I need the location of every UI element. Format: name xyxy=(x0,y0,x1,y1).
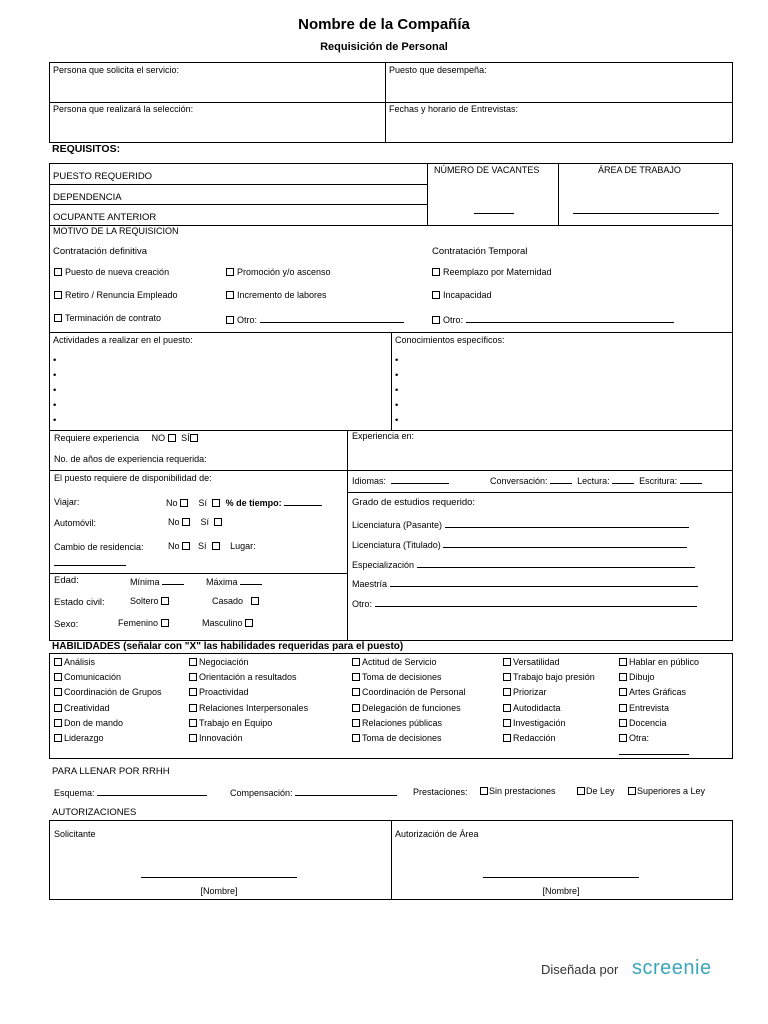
ocupante-field[interactable]: OCUPANTE ANTERIOR xyxy=(53,212,157,223)
nombre-area: [Nombre] xyxy=(542,886,580,896)
habilidad-check[interactable] xyxy=(503,703,561,714)
automovil-options[interactable]: No Sí xyxy=(168,517,225,528)
estudios-label: Grado de estudios requerido: xyxy=(352,497,476,508)
check-otro-definitiva[interactable]: Otro: xyxy=(226,313,404,326)
habilidad-label: Priorizar xyxy=(513,687,547,698)
temporal-label: Contratación Temporal xyxy=(432,246,528,257)
requiere-experiencia: Requiere experiencia NO SÍ xyxy=(54,433,201,444)
habilidad-label: Proactividad xyxy=(199,687,249,698)
habilidad-label: Negociación xyxy=(199,657,249,667)
habilidad-label: Innovación xyxy=(199,733,243,743)
experiencia-en[interactable]: Experiencia en: xyxy=(352,431,415,441)
conocimientos-label: Conocimientos específicos: xyxy=(395,335,505,345)
habilidad-label: Relaciones públicas xyxy=(362,717,443,728)
list-item[interactable]: • xyxy=(395,415,399,426)
habilidad-check[interactable] xyxy=(503,657,560,668)
habilidad-check[interactable] xyxy=(619,657,699,668)
habilidad-check[interactable] xyxy=(189,657,249,668)
check-incremento[interactable]: Incremento de labores xyxy=(226,290,327,301)
puesto-label[interactable]: Puesto que desempeña: xyxy=(389,65,487,75)
anios-experiencia[interactable]: No. de años de experiencia requerida: xyxy=(54,454,207,464)
de-ley-check[interactable]: De Ley xyxy=(577,786,615,797)
area-field[interactable] xyxy=(573,213,719,214)
cambio-label: Cambio de residencia: xyxy=(54,542,144,552)
habilidad-check[interactable] xyxy=(189,703,308,714)
habilidades-heading: HABILIDADES (señalar con "X" las habilidades requeridas para el puesto) xyxy=(52,641,404,652)
check-promocion[interactable]: Promoción y/o ascenso xyxy=(226,267,331,278)
civil-label: Estado civil: xyxy=(54,597,105,608)
definitiva-label: Contratación definitiva xyxy=(53,246,147,257)
experiencia-si-check[interactable]: SÍ xyxy=(181,433,201,443)
experiencia-no-check[interactable]: NO xyxy=(152,433,179,443)
list-item[interactable]: • xyxy=(53,415,57,426)
sexo-label: Sexo: xyxy=(54,619,79,630)
viajar-label: Viajar: xyxy=(54,497,80,507)
actividades-label: Actividades a realizar en el puesto: xyxy=(53,335,193,345)
firma-area[interactable] xyxy=(483,877,639,878)
list-item[interactable]: • xyxy=(53,385,57,396)
habilidad-check[interactable] xyxy=(54,687,162,698)
automovil-label: Automóvil: xyxy=(54,518,97,528)
habilidad-check[interactable] xyxy=(54,718,123,729)
habilidad-check[interactable] xyxy=(54,672,121,683)
habilidad-label: Delegación de funciones xyxy=(362,702,461,713)
area-label: ÁREA DE TRABAJO xyxy=(598,165,681,175)
page-title: Nombre de la Compañía xyxy=(298,16,470,33)
list-item[interactable]: • xyxy=(395,370,399,381)
habilidad-check[interactable] xyxy=(352,687,466,698)
habilidad-label: Docencia xyxy=(629,717,667,728)
solicitante-label: Solicitante xyxy=(54,829,96,839)
autorizaciones-heading: AUTORIZACIONES xyxy=(52,807,137,818)
estudios-especializacion[interactable]: Especialización xyxy=(352,558,695,571)
esquema-field[interactable]: Esquema: xyxy=(54,786,207,799)
prestaciones-label: Prestaciones: xyxy=(413,787,468,797)
seleccion-label[interactable]: Persona que realizará la selección: xyxy=(53,104,194,114)
estudios-maestria[interactable]: Maestría xyxy=(352,577,698,590)
habilidad-check[interactable] xyxy=(189,718,272,729)
habilidad-label: Dibujo xyxy=(629,672,655,683)
sexo-femenino[interactable]: Femenino xyxy=(118,618,172,629)
sin-prestaciones-check[interactable]: Sin prestaciones xyxy=(480,786,556,797)
check-otro-temporal[interactable]: Otro: xyxy=(432,313,674,326)
motivo-heading: MOTIVO DE LA REQUISICION xyxy=(53,226,179,236)
habilidad-label: Otra: xyxy=(629,733,650,743)
list-item[interactable]: • xyxy=(53,400,57,411)
idiomas-nivel[interactable]: Conversación: Lectura: Escritura: xyxy=(490,474,702,487)
habilidad-check[interactable] xyxy=(619,733,649,744)
civil-casado[interactable]: Casado xyxy=(212,596,262,607)
habilidad-check[interactable] xyxy=(352,657,437,668)
habilidad-check[interactable] xyxy=(503,733,556,744)
list-item[interactable]: • xyxy=(395,385,399,396)
habilidad-label: Coordinación de Grupos xyxy=(64,687,162,698)
edad-label: Edad: xyxy=(54,575,79,586)
habilidad-check[interactable] xyxy=(54,657,95,668)
nombre-solicitante: [Nombre] xyxy=(200,886,238,896)
compensacion-field[interactable]: Compensación: xyxy=(230,786,397,799)
habilidad-check[interactable] xyxy=(619,703,669,714)
estudios-titulado[interactable]: Licenciatura (Titulado) xyxy=(352,538,687,551)
habilidad-check[interactable] xyxy=(189,733,243,744)
habilidad-label: Trabajo en Equipo xyxy=(199,717,273,728)
list-item[interactable]: • xyxy=(395,355,399,366)
sexo-masculino[interactable]: Masculino xyxy=(202,618,256,629)
viajar-options[interactable]: No Sí % de tiempo: xyxy=(166,496,322,509)
habilidad-label: Redacción xyxy=(513,733,556,743)
habilidad-label: Comunicación xyxy=(64,672,122,683)
puesto-requerido-field[interactable]: PUESTO REQUERIDO xyxy=(53,171,153,182)
habilidad-label: Entrevista xyxy=(629,702,670,713)
firma-solicitante[interactable] xyxy=(141,877,297,878)
habilidad-label: Relaciones Interpersonales xyxy=(199,702,309,713)
list-item[interactable]: • xyxy=(395,400,399,411)
habilidad-label: Toma de decisiones xyxy=(362,672,442,683)
habilidad-check[interactable] xyxy=(54,703,110,714)
check-maternidad[interactable]: Reemplazo por Maternidad xyxy=(432,267,552,278)
check-nueva-creacion[interactable]: Puesto de nueva creación xyxy=(54,267,169,278)
habilidad-check[interactable] xyxy=(189,672,297,683)
fechas-label[interactable]: Fechas y horario de Entrevistas: xyxy=(389,104,519,114)
requisitos-heading: REQUISITOS: xyxy=(52,143,121,155)
superiores-ley-check[interactable]: Superiores a Ley xyxy=(628,786,705,797)
habilidad-label: Investigación xyxy=(513,717,566,728)
vacantes-label: NÚMERO DE VACANTES xyxy=(434,165,540,175)
habilidad-check[interactable] xyxy=(352,718,442,729)
civil-soltero[interactable]: Soltero xyxy=(130,596,172,607)
otra-habilidad-field[interactable] xyxy=(619,754,689,755)
footer-credit: Diseñada por xyxy=(541,962,619,977)
habilidad-check[interactable] xyxy=(619,672,655,683)
disponibilidad-label: El puesto requiere de disponibilidad de: xyxy=(54,473,212,483)
habilidad-label: Coordinación de Personal xyxy=(362,687,466,698)
cambio-options[interactable]: No Sí Lugar: xyxy=(168,541,256,551)
estudios-otro[interactable]: Otro: xyxy=(352,597,697,610)
habilidad-label: Autodidacta xyxy=(513,702,561,713)
habilidad-label: Análisis xyxy=(64,657,96,667)
check-incapacidad[interactable]: Incapacidad xyxy=(432,290,492,301)
habilidad-label: Liderazgo xyxy=(64,733,104,743)
autorizacion-area-label: Autorización de Área xyxy=(395,829,479,839)
habilidad-check[interactable] xyxy=(352,672,442,683)
page-subtitle: Requisición de Personal xyxy=(320,41,448,53)
dependencia-field[interactable]: DEPENDENCIA xyxy=(53,192,122,203)
list-item[interactable]: • xyxy=(53,355,57,366)
habilidad-check[interactable] xyxy=(352,733,442,744)
habilidad-check[interactable] xyxy=(54,733,104,744)
solicita-label[interactable]: Persona que solicita el servicio: xyxy=(53,65,180,75)
habilidad-check[interactable] xyxy=(352,703,461,714)
habilidad-label: Trabajo bajo presión xyxy=(513,672,595,683)
habilidad-label: Versatilidad xyxy=(513,657,560,667)
habilidad-label: Creatividad xyxy=(64,702,110,713)
vacantes-field[interactable] xyxy=(474,213,514,214)
habilidad-check[interactable] xyxy=(619,718,667,729)
screenie-logo[interactable]: screenie xyxy=(632,957,712,979)
habilidad-label: Orientación a resultados xyxy=(199,672,297,683)
habilidad-label: Actitud de Servicio xyxy=(362,657,437,667)
estudios-pasante[interactable]: Licenciatura (Pasante) xyxy=(352,518,689,531)
habilidad-check[interactable] xyxy=(503,687,547,698)
habilidad-label: Hablar en público xyxy=(629,657,700,667)
habilidad-label: Don de mando xyxy=(64,717,124,728)
idiomas-row[interactable]: Idiomas: xyxy=(352,474,449,487)
lugar-field[interactable] xyxy=(54,565,126,566)
habilidad-label: Artes Gráficas xyxy=(629,687,687,698)
edad-minima[interactable]: Mínima xyxy=(130,575,184,588)
check-retiro[interactable]: Retiro / Renuncia Empleado xyxy=(54,290,178,301)
check-terminacion[interactable]: Terminación de contrato xyxy=(54,313,161,324)
habilidad-check[interactable] xyxy=(189,687,249,698)
edad-maxima[interactable]: Máxima xyxy=(206,575,262,588)
habilidad-check[interactable] xyxy=(503,718,566,729)
rrhh-heading: PARA LLENAR POR RRHH xyxy=(52,766,170,777)
habilidad-label: Toma de decisiones xyxy=(362,733,442,743)
list-item[interactable]: • xyxy=(53,370,57,381)
habilidad-check[interactable] xyxy=(619,687,686,698)
habilidad-check[interactable] xyxy=(503,672,595,683)
